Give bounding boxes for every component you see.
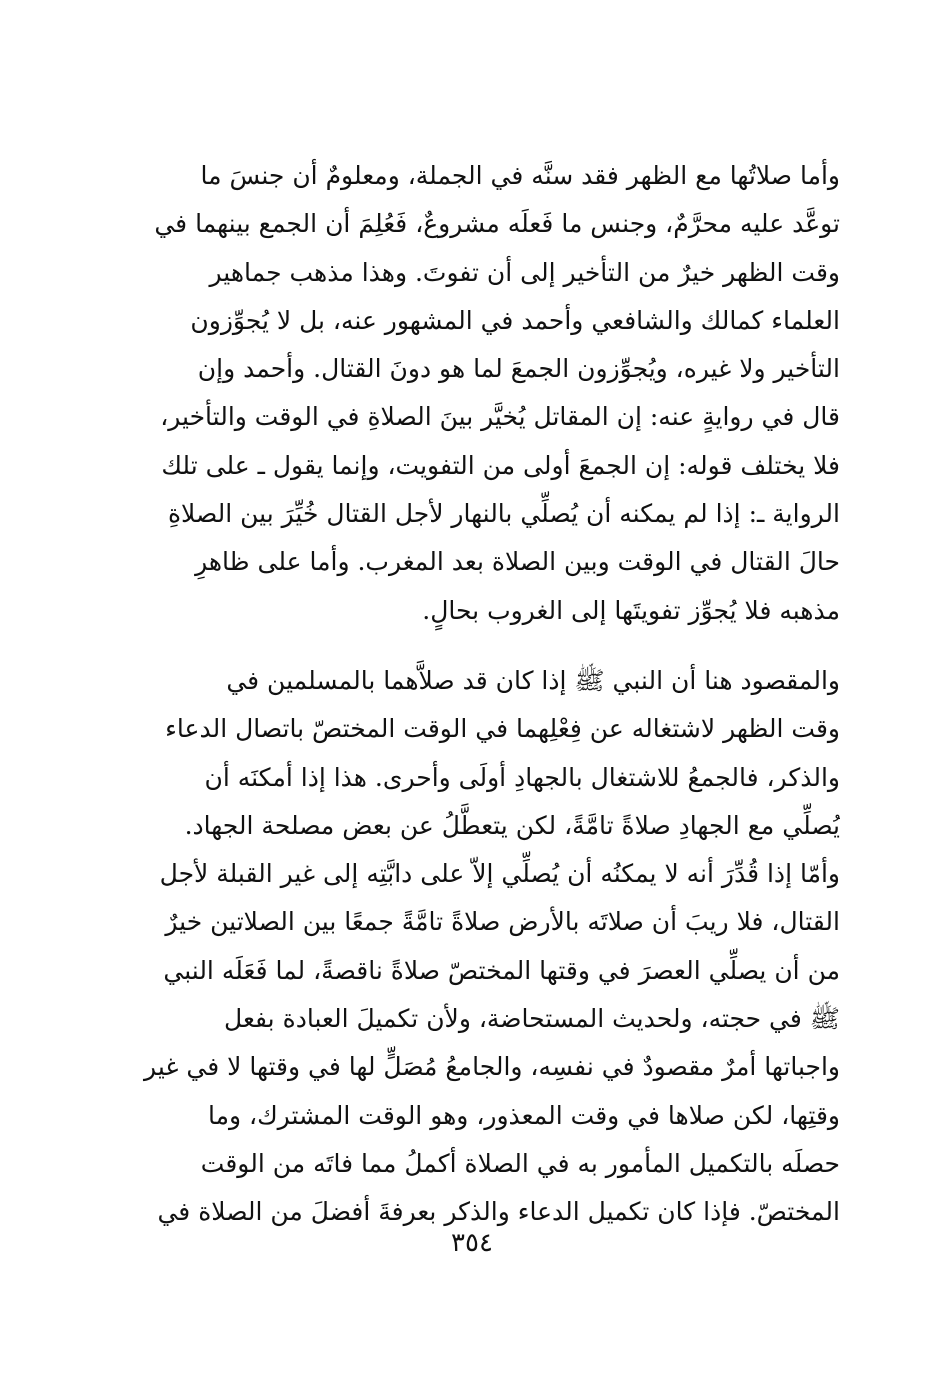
text-line: والمقصود هنا أن النبي ﷺ إذا كان قد صلاَّهما بالمسلمين في xyxy=(226,665,840,695)
text-line: قال في روايةٍ عنه: إن المقاتل يُخيَّر بينَ الصلاةِ في الوقت والتأخير، xyxy=(160,402,840,432)
text-line: وقتِها، لكن صلاها في وقت المعذور، وهو الوقت المشترك، وما xyxy=(207,1100,840,1130)
text-line: وأما صلاتُها مع الظهر فقد سنَّه في الجملة، ومعلومٌ أن جنسَ ما xyxy=(200,161,840,190)
text-line: واجباتها أمرٌ مقصودٌ في نفسِه، والجامعُ مُصَلٍّ لها في وقتها لا في غير xyxy=(144,1052,840,1082)
text-line: والذكر، فالجمعُ للاشتغال بالجهادِ أولَى وأحرى. هذا إذا أمكنَه أن xyxy=(204,762,840,792)
text-line: المختصّ. فإذا كان تكميل الدعاء والذكر بعرفةَ أفضلَ من الصلاة في xyxy=(157,1197,840,1227)
text-line: العلماء كمالك والشافعي وأحمد في المشهور عنه، بل لا يُجوِّزون xyxy=(190,305,840,335)
text-line: مذهبه فلا يُجوِّز تفويتَها إلى الغروب بحالٍ. xyxy=(422,595,840,625)
text-line: من أن يصلِّي العصرَ في وقتها المختصّ صلاةً ناقصةً، لما فَعَلَه النبي xyxy=(163,955,840,985)
text-line: فلا يختلف قوله: إن الجمعَ أولى من التفويت، وإنما يقول ـ على تلك xyxy=(161,450,840,480)
text-line: وقت الظهر خيرٌ من التأخير إلى أن تفوتَ. وهذا مذهب جماهير xyxy=(209,257,840,287)
text-line: القتال، فلا ريبَ أن صلاتَه بالأرض صلاةً تامَّةً جمعًا بين الصلاتين خيرٌ xyxy=(165,907,840,937)
text-line: يُصلِّي مع الجهادِ صلاةً تامَّةً، لكن يتعطَّلُ عن بعض مصلحة الجهاد. xyxy=(184,810,840,840)
text-line: توعَّد عليه محرَّمٌ، وجنس ما فَعلَه مشروعٌ، فَعُلِمَ أن الجمع بينهما في xyxy=(154,209,840,239)
text-line: وأمّا إذا قُدِّرَ أنه لا يمكنُه أن يُصلِّي إلاّ على دابَّتِه إلى غير القبلة لأجل xyxy=(159,859,840,889)
paragraph-2 xyxy=(104,657,840,1237)
text-line: ﷺ في حجته، ولحديث المستحاضة، ولأن تكميلَ العبادة بفعل xyxy=(224,1004,840,1034)
body-text xyxy=(104,152,840,1237)
text-line: حالَ القتال في الوقت وبين الصلاة بعد المغرب. وأما على ظاهرِ xyxy=(195,547,840,577)
paragraph-spacing xyxy=(104,635,840,657)
text-line: وقت الظهر لاشتغاله عن فِعْلِهما في الوقت المختصّ باتصال الدعاء xyxy=(165,714,840,744)
text-line: حصلَه بالتكميل المأمور به في الصلاة أكملُ مما فاتَه من الوقت xyxy=(200,1148,840,1178)
text-line: التأخير ولا غيره، ويُجوِّزون الجمعَ لما هو دونَ القتال. وأحمد وإن xyxy=(197,354,840,384)
text-line: الرواية ـ: إذا لم يمكنه أن يُصلِّي بالنهار لأجل القتال خُيِّرَ بين الصلاةِ xyxy=(167,499,840,529)
paragraph-1 xyxy=(104,152,840,635)
page-number: ٣٥٤ xyxy=(451,1228,493,1258)
